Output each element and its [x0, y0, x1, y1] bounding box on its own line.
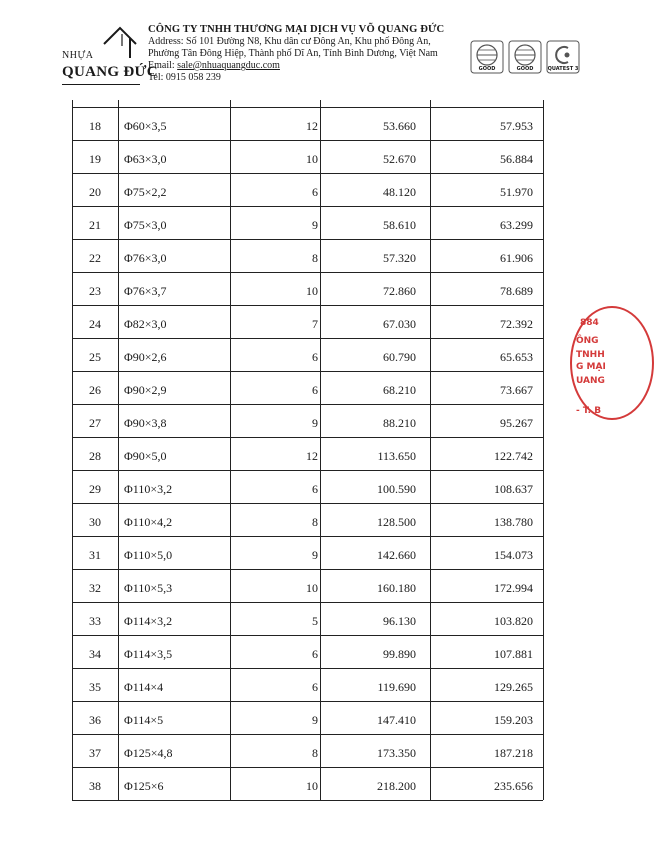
cell-quantity: 6: [312, 482, 318, 496]
logo-brand-text: QUANG ĐỨC: [62, 64, 158, 80]
cell-price-with-vat: 63.299: [500, 218, 533, 232]
cell-unit-price: 53.660: [383, 119, 416, 133]
table-row-border: [72, 602, 543, 603]
certification-badges: [470, 40, 582, 80]
cell-unit-price: 113.650: [377, 449, 416, 463]
cell-pipe-spec: Φ110×3,2: [124, 482, 173, 496]
cell-unit-price: 58.610: [383, 218, 416, 232]
cell-price-with-vat: 95.267: [500, 416, 533, 430]
cell-price-with-vat: 103.820: [494, 614, 533, 628]
cell-price-with-vat: 108.637: [494, 482, 533, 496]
letterhead: [0, 0, 597, 100]
cell-unit-price: 142.660: [377, 548, 416, 562]
cell-unit-price: 48.120: [383, 185, 416, 199]
cell-quantity: 6: [312, 350, 318, 364]
cell-pipe-spec: Φ114×5: [124, 713, 164, 727]
cell-pipe-spec: Φ114×4: [124, 680, 164, 694]
cell-pipe-spec: Φ90×5,0: [124, 449, 167, 463]
company-name: CÔNG TY TNHH THƯƠNG MẠI DỊCH VỤ VÕ QUANG ĐỨC: [148, 24, 445, 35]
logo-small-text: NHỰA: [62, 50, 94, 61]
cell-unit-price: 147.410: [377, 713, 416, 727]
cell-quantity: 9: [312, 218, 318, 232]
cell-pipe-spec: Φ63×3,0: [124, 152, 167, 166]
cert-label: GOOD: [478, 66, 496, 72]
stamp-text: TNHH: [576, 350, 605, 360]
cell-price-with-vat: 159.203: [494, 713, 533, 727]
table-row-border: [72, 305, 543, 306]
table-row-border: [72, 173, 543, 174]
cell-unit-price: 96.130: [383, 614, 416, 628]
cell-row-number: 31: [89, 548, 101, 562]
cell-row-number: 33: [89, 614, 101, 628]
cell-price-with-vat: 72.392: [500, 317, 533, 331]
phone-line: Tel: 0915 058 239: [148, 72, 221, 83]
cell-unit-price: 52.670: [383, 152, 416, 166]
cell-row-number: 22: [89, 251, 101, 265]
stamp-text: UANG: [576, 376, 605, 386]
cell-price-with-vat: 56.884: [500, 152, 533, 166]
cell-row-number: 38: [89, 779, 101, 793]
cell-pipe-spec: Φ90×3,8: [124, 416, 167, 430]
cell-quantity: 8: [312, 251, 318, 265]
table-row-border: [72, 569, 543, 570]
cell-row-number: 21: [89, 218, 101, 232]
cell-unit-price: 67.030: [383, 317, 416, 331]
cell-row-number: 32: [89, 581, 101, 595]
cell-price-with-vat: 154.073: [494, 548, 533, 562]
table-row-border: [72, 701, 543, 702]
cell-pipe-spec: Φ75×3,0: [124, 218, 167, 232]
table-row-border: [72, 140, 543, 141]
cell-quantity: 6: [312, 680, 318, 694]
email-line: [148, 60, 468, 72]
good-cert-badge-2: [508, 40, 542, 74]
cell-pipe-spec: Φ125×4,8: [124, 746, 173, 760]
good-cert-badge-1: [470, 40, 504, 74]
cell-pipe-spec: Φ110×5,3: [124, 581, 173, 595]
cell-price-with-vat: 61.906: [500, 251, 533, 265]
cell-quantity: 8: [312, 515, 318, 529]
company-seal-stamp: [568, 300, 606, 430]
table-row-border: [72, 470, 543, 471]
table-row-border: [72, 437, 543, 438]
cell-unit-price: 99.890: [383, 647, 416, 661]
cell-unit-price: 218.200: [377, 779, 416, 793]
cell-price-with-vat: 187.218: [494, 746, 533, 760]
cell-quantity: 12: [306, 119, 318, 133]
table-column-border: [118, 100, 119, 800]
cell-unit-price: 128.500: [377, 515, 416, 529]
cell-unit-price: 119.690: [377, 680, 416, 694]
cell-unit-price: 88.210: [383, 416, 416, 430]
table-row-border: [72, 503, 543, 504]
cell-quantity: 7: [312, 317, 318, 331]
cell-price-with-vat: 235.656: [494, 779, 533, 793]
cell-unit-price: 68.210: [383, 383, 416, 397]
email-link[interactable]: sale@nhuaquangduc.com: [177, 60, 280, 71]
cell-quantity: 8: [312, 746, 318, 760]
cell-unit-price: 100.590: [377, 482, 416, 496]
cell-quantity: 10: [306, 779, 318, 793]
cell-row-number: 25: [89, 350, 101, 364]
cell-price-with-vat: 172.994: [494, 581, 533, 595]
cell-quantity: 5: [312, 614, 318, 628]
cell-pipe-spec: Φ90×2,6: [124, 350, 167, 364]
cell-row-number: 26: [89, 383, 101, 397]
stamp-text: G MẠI: [576, 362, 606, 372]
cell-pipe-spec: Φ75×2,2: [124, 185, 167, 199]
cell-unit-price: 72.860: [383, 284, 416, 298]
cell-quantity: 9: [312, 416, 318, 430]
cell-price-with-vat: 138.780: [494, 515, 533, 529]
cell-pipe-spec: Φ60×3,5: [124, 119, 167, 133]
cell-row-number: 29: [89, 482, 101, 496]
cell-unit-price: 60.790: [383, 350, 416, 364]
cell-price-with-vat: 73.667: [500, 383, 533, 397]
cell-row-number: 34: [89, 647, 101, 661]
table-row-border: [72, 668, 543, 669]
cell-quantity: 10: [306, 284, 318, 298]
cert-label: GOOD: [516, 66, 534, 72]
cell-price-with-vat: 122.742: [494, 449, 533, 463]
cell-pipe-spec: Φ110×4,2: [124, 515, 173, 529]
table-row-border: [72, 272, 543, 273]
table-row-border: [72, 635, 543, 636]
house-logo-icon: [102, 24, 138, 62]
cell-row-number: 27: [89, 416, 101, 430]
cert-label: QUATEST 3: [547, 66, 579, 72]
address-line-1: Address: Số 101 Đường N8, Khu dân cư Đông An, Khu phố Đông An,: [148, 36, 431, 47]
cell-row-number: 23: [89, 284, 101, 298]
quatest-cert-badge: [546, 40, 580, 74]
cell-row-number: 24: [89, 317, 101, 331]
cell-pipe-spec: Φ125×6: [124, 779, 164, 793]
cell-price-with-vat: 57.953: [500, 119, 533, 133]
cell-row-number: 20: [89, 185, 101, 199]
company-info: [148, 24, 468, 84]
cell-quantity: 6: [312, 647, 318, 661]
table-row-border: [72, 734, 543, 735]
cell-row-number: 30: [89, 515, 101, 529]
cell-price-with-vat: 78.689: [500, 284, 533, 298]
cell-pipe-spec: Φ110×5,0: [124, 548, 173, 562]
stamp-text: ÔNG: [576, 336, 599, 346]
cell-quantity: 6: [312, 383, 318, 397]
logo-underline: [62, 84, 140, 85]
stamp-text: - T. B: [576, 406, 602, 416]
address-line-2: Phường Tân Đông Hiệp, Thành phố Dĩ An, Tỉnh Bình Dương, Việt Nam: [148, 48, 438, 59]
table-column-border: [543, 100, 544, 800]
cell-row-number: 19: [89, 152, 101, 166]
table-row-border: [72, 536, 543, 537]
cell-quantity: 10: [306, 152, 318, 166]
cell-quantity: 12: [306, 449, 318, 463]
cell-row-number: 37: [89, 746, 101, 760]
table-row-border: [72, 404, 543, 405]
cell-row-number: 18: [89, 119, 101, 133]
table-row-border: [72, 107, 543, 108]
cell-unit-price: 57.320: [383, 251, 416, 265]
table-row-border: [72, 239, 543, 240]
table-row-border: [72, 800, 543, 801]
table-row-border: [72, 767, 543, 768]
cell-quantity: 9: [312, 548, 318, 562]
stamp-text: 884: [580, 318, 599, 328]
cell-pipe-spec: Φ76×3,7: [124, 284, 167, 298]
cell-pipe-spec: Φ82×3,0: [124, 317, 167, 331]
cell-pipe-spec: Φ90×2,9: [124, 383, 167, 397]
cell-price-with-vat: 107.881: [494, 647, 533, 661]
cell-row-number: 36: [89, 713, 101, 727]
cell-price-with-vat: 65.653: [500, 350, 533, 364]
cell-pipe-spec: Φ114×3,2: [124, 614, 173, 628]
cell-unit-price: 173.350: [377, 746, 416, 760]
table-row-border: [72, 338, 543, 339]
email-label: Email:: [148, 60, 178, 71]
cell-pipe-spec: Φ76×3,0: [124, 251, 167, 265]
cell-row-number: 28: [89, 449, 101, 463]
cell-pipe-spec: Φ114×3,5: [124, 647, 173, 661]
cell-quantity: 9: [312, 713, 318, 727]
cell-row-number: 35: [89, 680, 101, 694]
company-logo: [62, 22, 158, 92]
cell-price-with-vat: 51.970: [500, 185, 533, 199]
cell-quantity: 10: [306, 581, 318, 595]
table-row-border: [72, 371, 543, 372]
cell-quantity: 6: [312, 185, 318, 199]
cell-price-with-vat: 129.265: [494, 680, 533, 694]
cell-unit-price: 160.180: [377, 581, 416, 595]
table-row-border: [72, 206, 543, 207]
